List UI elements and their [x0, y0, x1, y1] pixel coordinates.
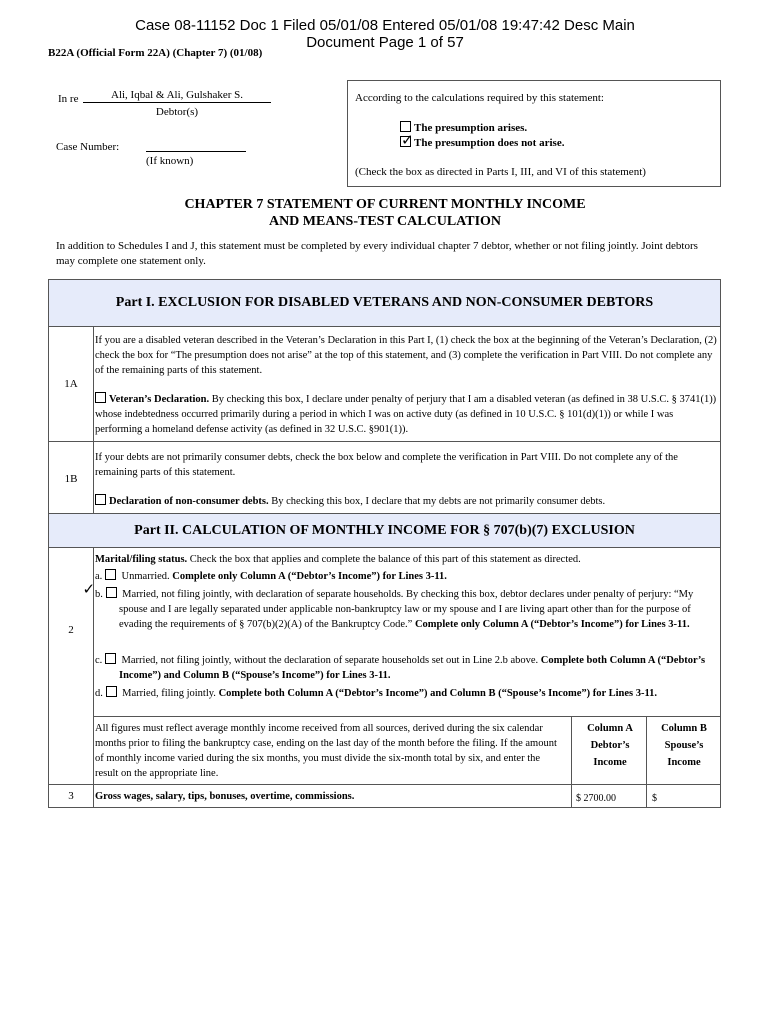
presumption-note: (Check the box as directed in Parts I, III, and VI of this statement) — [355, 166, 646, 178]
filing-stamp-line1: Case 08-11152 Doc 1 Filed 05/01/08 Entered 05/01/08 19:47:42 Desc Main — [135, 17, 635, 34]
marital-status-instructions: Check the box that applies and complete the balance of this part of this statement as directed. — [187, 554, 581, 565]
option-d-text: Married, filing jointly. — [119, 688, 219, 699]
option-c-text: Married, not filing jointly, without the declaration of separate households set out in Line 2.b above. — [118, 655, 541, 666]
row-1b-instructions: If your debts are not primarily consumer debts, check the box below and complete the verification in Part VIII. Do not complete any of the remaining parts of this statement. — [95, 452, 678, 478]
option-c-letter: c. — [95, 655, 103, 666]
option-b-text: Married, not filing jointly, with declaration of separate households. By checking this box, debtor declares under penalty of perjury: “My spouse and I are legally separated under applicable non-bankruptcy law or my spouse and I are living apart other than for the purpose of evading the requirements of § 707(b)(2)(A) of the Bankruptcy Code.” — [119, 589, 694, 630]
presumption-arises-option[interactable] — [400, 121, 527, 134]
debtor-label: Debtor(s) — [155, 106, 199, 118]
veterans-declaration — [95, 392, 717, 437]
in-re-label: In re — [58, 93, 79, 105]
option-d-letter: d. — [95, 688, 103, 699]
option-c-checkbox[interactable] — [105, 653, 116, 664]
non-consumer-declaration-checkbox[interactable] — [95, 494, 106, 505]
marital-status-heading — [95, 552, 717, 567]
statement-title-line2: AND MEANS-TEST CALCULATION — [268, 214, 502, 229]
option-b-letter: b. — [95, 589, 103, 600]
presumption-not-arise-option[interactable] — [400, 136, 564, 149]
row-number-1b: 1B — [64, 473, 78, 485]
part1-header: Part I. EXCLUSION FOR DISABLED VETERANS AND NON-CONSUMER DEBTORS — [49, 280, 720, 326]
option-a-instruction: Complete only Column A (“Debtor’s Income”) for Lines 3-11. — [172, 571, 447, 582]
marital-status-title: Marital/filing status. — [95, 554, 188, 565]
column-a-sub2: Income — [593, 757, 627, 768]
column-b-title: Column B — [661, 723, 707, 734]
case-number-field[interactable] — [146, 151, 246, 152]
form-table — [48, 279, 721, 808]
column-b-sub2: Income — [667, 757, 701, 768]
row-number-2: 2 — [68, 624, 74, 636]
row-number-1a: 1A — [64, 378, 78, 390]
presumption-box — [347, 80, 721, 187]
marital-option-c[interactable] — [95, 653, 713, 683]
veterans-declaration-title: Veteran’s Declaration. — [109, 394, 210, 405]
column-a-title: Column A — [587, 723, 633, 734]
marital-option-b[interactable] — [95, 587, 713, 632]
option-b-checkbox[interactable] — [106, 587, 117, 598]
row-1a-instructions: If you are a disabled veteran described in the Veteran’s Declaration in this Part I, (1) check the box at the beginning of the Veteran’s Declaration, (2) check the box for “The presumption does not arise” at the top of this statement, and (3) complete the verification in Part VIII. Do not complete any of the remaining parts of this statement. — [95, 335, 717, 376]
statement-title-line1: CHAPTER 7 STATEMENT OF CURRENT MONTHLY INCOME — [184, 197, 586, 212]
if-known-label: (If known) — [146, 155, 194, 167]
part2-header: Part II. CALCULATION OF MONTHLY INCOME FOR § 707(b)(7) EXCLUSION — [49, 514, 720, 547]
option-d-checkbox[interactable] — [106, 686, 117, 697]
column-a-header — [573, 720, 647, 771]
row-3-label: Gross wages, salary, tips, bonuses, overtime, commissions. — [95, 791, 355, 802]
option-c-instruction: Complete both Column A (“Debtor’s Income”) and Column B (“Spouse’s Income”) for Lines 3-11. — [119, 655, 706, 681]
presumption-not-arise-label: The presumption does not arise. — [414, 137, 565, 149]
presumption-arises-label: The presumption arises. — [414, 122, 528, 134]
non-consumer-declaration — [95, 494, 717, 509]
marital-option-d[interactable] — [95, 686, 713, 701]
veterans-declaration-checkbox[interactable] — [95, 392, 106, 403]
marital-option-a[interactable] — [95, 569, 717, 584]
row-number-3: 3 — [68, 790, 74, 802]
presumption-intro: According to the calculations required by this statement: — [355, 92, 604, 104]
case-number-label: Case Number: — [56, 141, 120, 153]
column-a-sub1: Debtor’s — [590, 740, 630, 751]
option-a-checkbox[interactable] — [105, 569, 116, 580]
row-3-column-a-amount[interactable]: $ 2700.00 — [576, 793, 616, 804]
row-3-column-b-amount[interactable]: $ — [652, 793, 657, 804]
non-consumer-declaration-text: By checking this box, I declare that my debts are not primarily consumer debts. — [268, 496, 606, 507]
option-b-instruction: Complete only Column A (“Debtor’s Income”) for Lines 3-11. — [414, 619, 690, 630]
column-b-header — [647, 720, 721, 771]
column-b-sub1: Spouse’s — [664, 740, 704, 751]
debtor-names-field[interactable]: Ali, Iqbal & Ali, Gulshaker S. — [83, 89, 271, 103]
option-a-letter: a. — [95, 571, 103, 582]
figures-note: All figures must reflect average monthly income received from all sources, derived during the six calendar months prior to filing the bankruptcy case, ending on the last day of the month before the filing. If the amount of monthly income varied during the six months, you must divide the six-month total by six, and enter the result on the appropriate line. — [95, 723, 557, 779]
veterans-declaration-text: By checking this box, I declare under penalty of perjury that I am a disabled veteran (as defined in 38 U.S.C. § 3741(1)) whose indebtedness occurred primarily during a period in which I was on active duty (as defined in 10 U.S.C. § 101(d)(1)) or while I was performing a homeland defense activity (as defined in 32 U.S.C. §901(1)). — [95, 394, 717, 435]
filing-stamp-line2: Document Page 1 of 57 — [306, 34, 464, 51]
non-consumer-declaration-title: Declaration of non-consumer debts. — [109, 496, 269, 507]
intro-paragraph: In addition to Schedules I and J, this statement must be completed by every individual chapter 7 debtor, whether or not filing jointly. Joint debtors may complete one statement only. — [56, 240, 698, 267]
option-a-text: Unmarried. — [118, 571, 173, 582]
presumption-not-arise-checkbox[interactable] — [400, 136, 411, 147]
form-identifier: B22A (Official Form 22A) (Chapter 7) (01/08) — [48, 47, 263, 59]
option-d-instruction: Complete both Column A (“Debtor’s Income”) and Column B (“Spouse’s Income”) for Lines 3-11. — [218, 688, 658, 699]
